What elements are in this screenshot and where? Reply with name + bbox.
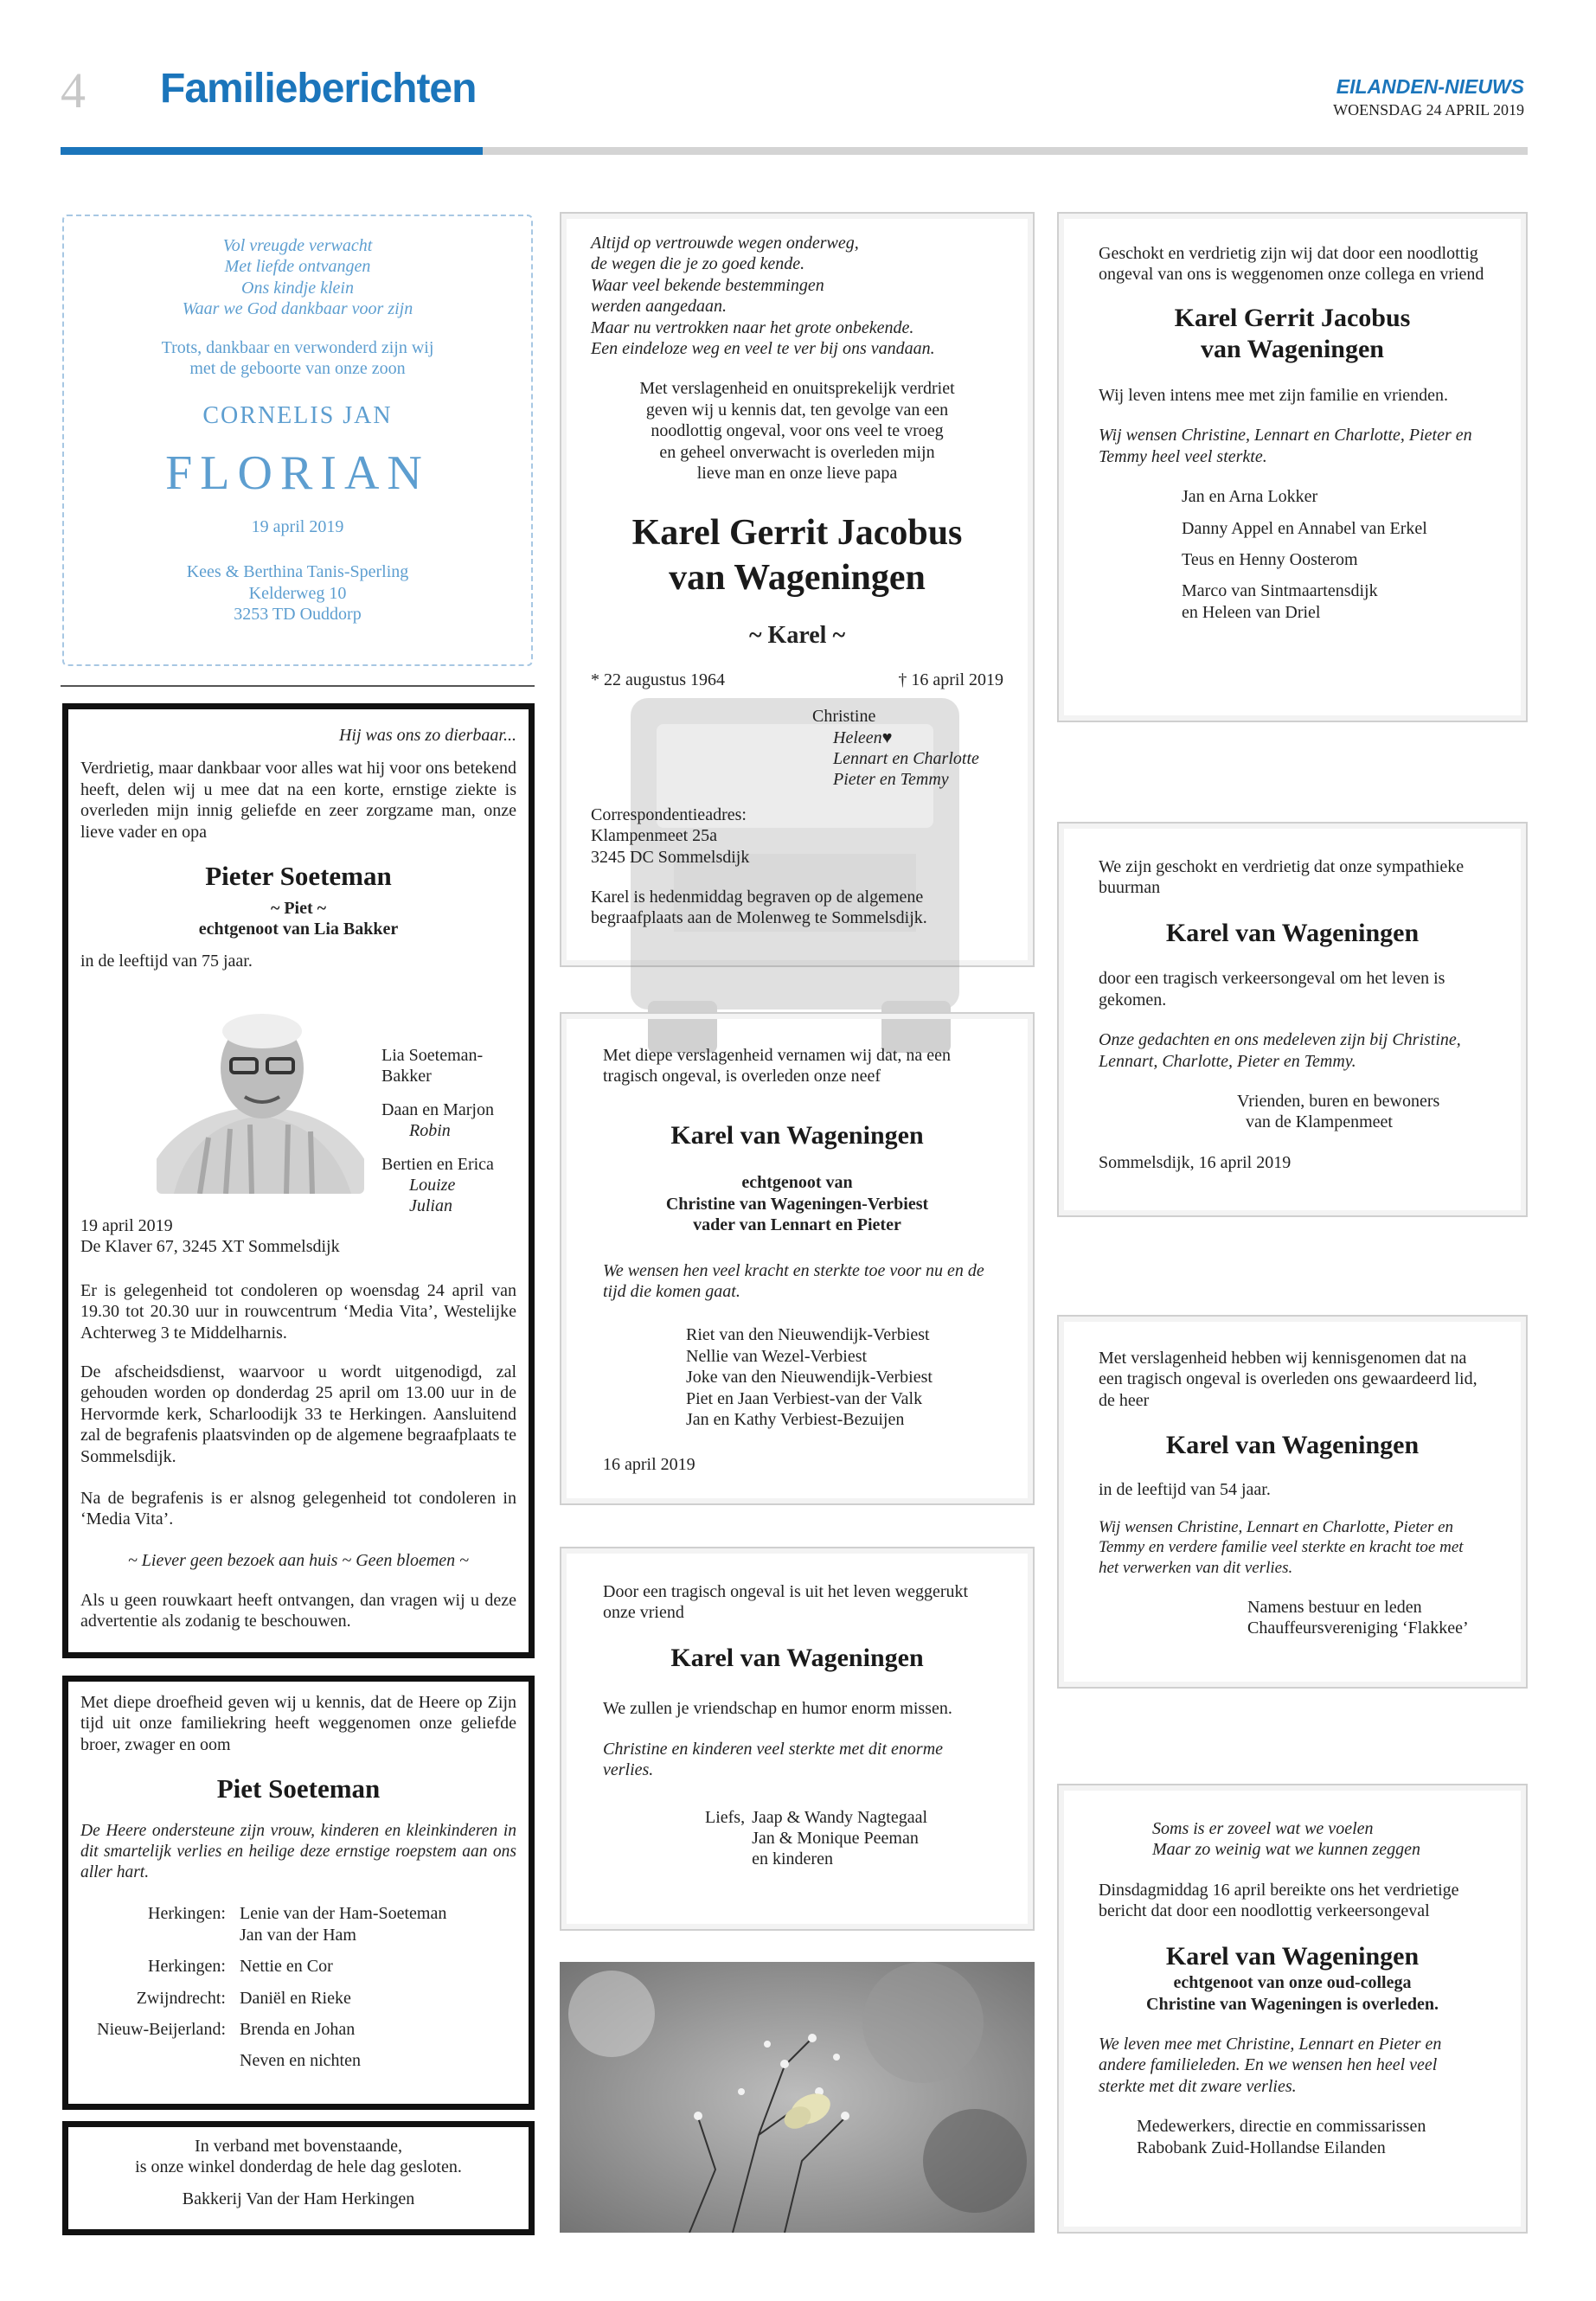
karel-bank-intro: Dinsdagmiddag 16 april bereikte ons het verdrietige bericht dat door een noodlottig verkeersongeval [1099, 1880, 1459, 1921]
bakkerij-text [80, 2136, 516, 2178]
karel-colleague-text: Wij leven intens mee met zijn familie en vrienden. [1099, 385, 1449, 405]
karel-family-member: Piet en Jaan Verbiest-van der Valk [686, 1388, 923, 1408]
karel-bank-poem-line: Maar zo weinig wat we kunnen zeggen [1152, 1840, 1420, 1860]
karel-bank-poem [1099, 1818, 1486, 1861]
karel-main-address [591, 804, 1003, 868]
piet-family-place: Nieuw-Beijerland: [97, 2019, 226, 2039]
karel-poem-line: Altijd op vertrouwde wegen onderweg, [591, 234, 859, 253]
pieter-family-name: Lia Soeteman-Bakker [381, 1046, 484, 1086]
karel-neighbours-sign [1099, 1091, 1486, 1133]
karel-colleague-signer: en Heleen van Driel [1182, 602, 1321, 622]
birth-intro [64, 337, 531, 380]
pieter-intro: Verdrietig, maar dankbaar voor alles wat hij voor ons betekend heeft, delen wij u mee dat na een korte, ernstige ziekte is overleden mijn innig geliefde en zeer zorgzame man, onze lieve vader en opa [80, 759, 516, 842]
birth-poem-line: Met liefde ontvangen [224, 257, 371, 277]
karel-colleague-signer: Jan en Arna Lokker [1182, 487, 1318, 507]
karel-bank-wish: We leven mee met Christine, Lennart en Pieter en andere familieleden. En we wensen hen heel veel sterkte met dit zware verlies. [1099, 2034, 1442, 2096]
karel-main-intro [591, 378, 1003, 484]
pieter-portrait-photo [157, 986, 364, 1194]
karel-poem-line: Maar nu vertrokken naar het grote onbekende. [591, 317, 914, 337]
bakkerij-line: is onze winkel donderdag de hele dag gesloten. [135, 2157, 462, 2177]
pieter-name: Pieter Soeteman [205, 860, 392, 891]
karel-spouse-line: echtgenoot van [741, 1173, 853, 1193]
karel-colleague-signer: Marco van Sintmaartensdijk [1182, 581, 1378, 601]
bakkerij-sign: Bakkerij Van der Ham Herkingen [182, 2189, 415, 2208]
karel-family-intro: Met diepe verslagenheid vernamen wij dat, na een tragisch ongeval, is overleden onze neef [603, 1046, 952, 1086]
section-title: Familieberichten [160, 66, 477, 112]
piet-family-name: Daniël en Rieke [240, 1988, 351, 2008]
pieter-closing: Als u geen rouwkaart heeft ontvangen, dan vragen wij u deze advertentie als zodanig te beschouwen. [80, 1591, 516, 1631]
karel-friend-signer: Jaap & Wandy Nagtegaal [752, 1807, 928, 1827]
karel-friend-liefs: Liefs, [705, 1807, 746, 1827]
karel-colleague-intro: Geschokt en verdrietig zijn wij dat door een noodlottig ongeval van ons is weggenomen onze collega en vriend [1099, 244, 1484, 285]
karel-spouse-line: Christine van Wageningen-Verbiest [665, 1194, 929, 1214]
piet-family-name: Nettie en Cor [240, 1957, 333, 1977]
karel-family-member: Jan en Kathy Verbiest-Bezuijen [686, 1409, 905, 1429]
pieter-family [381, 1045, 529, 1217]
karel-friend-sign [603, 1807, 991, 1870]
birth-poem-line: Vol vreugde verwacht [222, 236, 373, 255]
birth-address-line: Kees & Berthina Tanis-Sperling [186, 562, 409, 582]
karel-friend-signer: Jan & Monique Peeman [752, 1828, 919, 1848]
karel-family-names [603, 1324, 991, 1430]
karel-friend-name: Karel van Wageningen [670, 1643, 924, 1672]
karel-family-member: Pieter en Temmy [833, 770, 949, 790]
karel-colleague-wish: Wij wensen Christine, Lennart en Charlotte, Pieter en Temmy heel veel sterkte. [1099, 426, 1472, 466]
karel-spouse-line: vader van Lennart en Pieter [693, 1215, 901, 1235]
karel-address-line: Klampenmeet 25a [591, 826, 718, 846]
piet-family-row [80, 2050, 516, 2071]
header-rule-accent [61, 147, 483, 155]
karel-neighbours-sign-line: Vrienden, buren en bewoners [1237, 1091, 1440, 1111]
karel-bank-sign-line: Rabobank Zuid-Hollandse Eilanden [1137, 2138, 1386, 2157]
birth-address-line: 3253 TD Ouddorp [234, 604, 362, 624]
pieter-condolence: Er is gelegenheid tot condoleren op woensdag 24 april van 19.30 tot 20.30 uur in rouwcentrum ‘Media Vita’, Westelijke Achterweg 3 te Middelharnis. [80, 1281, 516, 1343]
karel-main-nickname: ~ Karel ~ [748, 621, 846, 649]
karel-bank-sub [1099, 1972, 1486, 2015]
piet-family-place [80, 2050, 226, 2071]
piet-family-name: Neven en nichten [240, 2051, 361, 2071]
piet-family-name: Brenda en Johan [240, 2019, 356, 2039]
pieter-family-sub: Julian [409, 1196, 452, 1216]
birth-poem-line: Ons kindje klein [241, 278, 354, 298]
karel-family-name: Karel van Wageningen [670, 1120, 924, 1150]
karel-friend-intro: Door een tragisch ongeval is uit het leven weggerukt onze vriend [603, 1582, 969, 1623]
pieter-family-sub: Louize [409, 1175, 456, 1195]
karel-poem-line: werden aangedaan. [591, 297, 727, 317]
karel-address-line: 3245 DC Sommelsdijk [591, 847, 750, 867]
karel-club-sign-line: Chauffeursvereniging ‘Flakkee’ [1247, 1618, 1469, 1638]
karel-family-date: 16 april 2019 [603, 1455, 695, 1475]
karel-main-dates [591, 670, 1003, 690]
pieter-no-visit: ~ Liever geen bezoek aan huis ~ Geen bloemen ~ [127, 1551, 469, 1570]
karel-bank-ad [1057, 1784, 1528, 2234]
piet-family-row [80, 2019, 516, 2040]
karel-bank-name: Karel van Wageningen [1165, 1941, 1420, 1971]
birth-address [64, 561, 531, 625]
karel-colleague-signer: Danny Appel en Annabel van Erkel [1182, 518, 1427, 538]
karel-neighbours-wish: Onze gedachten en ons medeleven zijn bij Christine, Lennart, Charlotte, Pieter en Temmy. [1099, 1030, 1461, 1071]
page-number: 4 [61, 62, 86, 119]
karel-club-sign-line: Namens bestuur en leden [1247, 1597, 1422, 1617]
piet-family-row [80, 1988, 516, 2009]
piet-name: Piet Soeteman [216, 1773, 381, 1804]
karel-family-wish: We wensen hen veel kracht en sterkte toe voor nu en de tijd die komen gaat. [603, 1260, 984, 1301]
karel-main-family [591, 706, 1003, 791]
karel-bank-sign-line: Medewerkers, directie en commissarissen [1137, 2117, 1426, 2137]
pieter-address: De Klaver 67, 3245 XT Sommelsdijk [80, 1237, 340, 1257]
birth-intro-line: met de geboorte van onze zoon [189, 358, 406, 378]
karel-poem-line: Een eindeloze weg en veel te ver bij ons vandaan. [591, 338, 935, 358]
karel-bank-poem-line: Soms is er zoveel wat we voelen [1152, 1819, 1374, 1838]
karel-colleague-names [1099, 486, 1486, 623]
issue-date: WOENSDAG 24 APRIL 2019 [1333, 101, 1524, 119]
karel-name-line: Karel Gerrit Jacobus [631, 513, 963, 554]
pieter-date: 19 april 2019 [80, 1216, 173, 1235]
bakkerij-notice [62, 2121, 535, 2235]
karel-intro-line: geven wij u kennis dat, ten gevolge van een [645, 400, 949, 420]
piet-blessing: De Heere ondersteune zijn vrouw, kinderen en kleinkinderen in dit smartelijk verlies en heilige deze ernstige roepstem aan ons aller hart. [80, 1821, 516, 1881]
karel-intro-line: Met verslagenheid en onuitsprekelijk verdriet [639, 379, 955, 399]
piet-family-name: Lenie van der Ham-Soeteman [240, 1904, 447, 1924]
newspaper-logo: EILANDEN-NIEUWS [1336, 75, 1524, 98]
karel-family-member: Riet van den Nieuwendijk-Verbiest [686, 1325, 930, 1345]
karel-intro-line: noodlottig ongeval, voor ons veel te vroeg [651, 421, 944, 441]
karel-club-name: Karel van Wageningen [1165, 1431, 1420, 1460]
pieter-spouse: echtgenoot van Lia Bakker [198, 920, 399, 939]
birth-intro-line: Trots, dankbaar en verwonderd zijn wij [161, 337, 434, 357]
pieter-family-sub: Robin [409, 1121, 451, 1141]
karel-family-ad [560, 1012, 1035, 1505]
pieter-date-place [80, 1215, 340, 1258]
karel-colleague-name-line: van Wageningen [1200, 335, 1384, 364]
karel-friend-wish: Christine en kinderen veel sterkte met dit enorme verlies. [603, 1739, 944, 1780]
birth-date: 19 april 2019 [251, 516, 344, 536]
birth-announcement [62, 215, 533, 666]
karel-club-sign [1099, 1597, 1486, 1639]
pieter-family-name: Bertien en Erica [381, 1154, 494, 1174]
karel-main-burial: Karel is hedenmiddag begraven op de algemene begraafplaats aan de Molenweg te Sommelsdijk. [591, 888, 927, 928]
piet-soeteman-ad [62, 1676, 535, 2110]
piet-family [80, 1903, 516, 2071]
birth-address-line: Kelderweg 10 [248, 583, 347, 603]
birth-poem-line: Waar we God dankbaar voor zijn [182, 299, 413, 319]
pieter-after: Na de begrafenis is er alsnog gelegenheid tot condoleren in ‘Media Vita’. [80, 1489, 516, 1529]
karel-friend-ad [560, 1547, 1035, 1931]
karel-born: * 22 augustus 1964 [591, 670, 725, 689]
karel-bank-sub-line: Christine van Wageningen is overleden. [1146, 1994, 1439, 2014]
karel-family-member: Heleen♥ [833, 727, 893, 747]
birth-poem [64, 235, 531, 320]
karel-family-member: Joke van den Nieuwendijk-Verbiest [686, 1368, 933, 1388]
karel-main-ad [560, 212, 1035, 967]
karel-main-poem [591, 233, 1003, 359]
karel-neighbours-intro: We zijn geschokt en verdrietig dat onze sympathieke buurman [1099, 857, 1465, 898]
karel-bank-sub-line: echtgenoot van onze oud-collega [1173, 1973, 1412, 1993]
karel-family-member: Nellie van Wezel-Verbiest [686, 1346, 868, 1366]
karel-poem-line: de wegen die je zo goed kende. [591, 254, 805, 274]
karel-poem-line: Waar veel bekende bestemmingen [591, 275, 824, 295]
birth-first-names: CORNELIS JAN [202, 402, 393, 430]
karel-club-wish: Wij wensen Christine, Lennart en Charlotte, Pieter en Temmy en verdere familie veel sterkte en kracht toe met het verwerken van dit verlies. [1099, 1518, 1464, 1577]
pieter-soeteman-ad [62, 703, 535, 1658]
karel-intro-line: lieve man en onze lieve papa [696, 463, 898, 483]
karel-colleague-ad [1057, 212, 1528, 722]
karel-intro-line: en geheel onverwacht is overleden mijn [659, 442, 935, 462]
pieter-family-name: Daan en Marjon [381, 1099, 494, 1119]
flower-illustration [560, 1962, 1035, 2233]
pieter-motto: Hij was ons zo dierbaar... [338, 726, 516, 745]
karel-neighbours-text: door een tragisch verkeersongeval om het leven is gekomen. [1099, 969, 1445, 1009]
karel-name-line: van Wageningen [669, 557, 926, 598]
header-rule-gray [483, 147, 1528, 155]
piet-family-place: Herkingen: [148, 1904, 226, 1924]
karel-main-name [591, 511, 1003, 599]
karel-neighbours-sign-line: van de Klampenmeet [1246, 1112, 1393, 1132]
pieter-age: in de leeftijd van 75 jaar. [80, 951, 253, 971]
piet-intro: Met diepe droefheid geven wij u kennis, dat de Heere op Zijn tijd uit onze familiekring heeft weggenomen onze geliefde broer, zwager en oom [80, 1693, 516, 1754]
piet-family-name: Jan van der Ham [240, 1925, 356, 1945]
butterfly-flower-photo [560, 1962, 1035, 2233]
karel-club-ad [1057, 1315, 1528, 1689]
piet-family-place: Herkingen: [148, 1957, 226, 1977]
karel-friend-signer: en kinderen [752, 1849, 833, 1869]
birth-name: FLORIAN [165, 445, 430, 500]
karel-neighbours-date: Sommelsdijk, 16 april 2019 [1099, 1152, 1292, 1172]
karel-address-line: Correspondentieadres: [591, 804, 747, 824]
karel-friend-text: We zullen je vriendschap en humor enorm missen. [603, 1699, 952, 1719]
karel-club-age: in de leeftijd van 54 jaar. [1099, 1479, 1271, 1499]
karel-neighbours-name: Karel van Wageningen [1165, 918, 1420, 947]
karel-colleague-name [1099, 303, 1486, 366]
karel-colleague-signer: Teus en Henny Oosterom [1182, 549, 1358, 569]
karel-colleague-name-line: Karel Gerrit Jacobus [1174, 303, 1411, 332]
portrait-illustration [157, 986, 364, 1194]
karel-club-intro: Met verslagenheid hebben wij kennisgenomen dat na een tragisch ongeval is overleden ons gewaardeerd lid, de heer [1099, 1349, 1477, 1410]
karel-neighbours-ad [1057, 822, 1528, 1217]
pieter-nickname: ~ Piet ~ [270, 898, 327, 918]
bakkerij-line: In verband met bovenstaande, [195, 2137, 402, 2156]
karel-family-head: Christine [812, 707, 876, 727]
karel-died: † 16 april 2019 [898, 670, 1003, 689]
piet-family-place: Zwijndrecht: [136, 1988, 226, 2008]
karel-family-member: Lennart en Charlotte [833, 749, 979, 769]
piet-family-row [80, 1903, 516, 1945]
karel-bank-sign [1099, 2116, 1486, 2158]
column-divider [61, 685, 535, 687]
piet-family-row [80, 1956, 516, 1977]
karel-family-spouse [603, 1172, 991, 1235]
pieter-service: De afscheidsdienst, waarvoor u wordt uitgenodigd, zal gehouden worden op donderdag 25 april om 13.00 uur in de Hervormde kerk, Scharloodijk 33 te Herkingen. Aansluitend zal de begrafenis plaatsvinden op de algemene begraafplaats te Sommelsdijk. [80, 1362, 516, 1466]
